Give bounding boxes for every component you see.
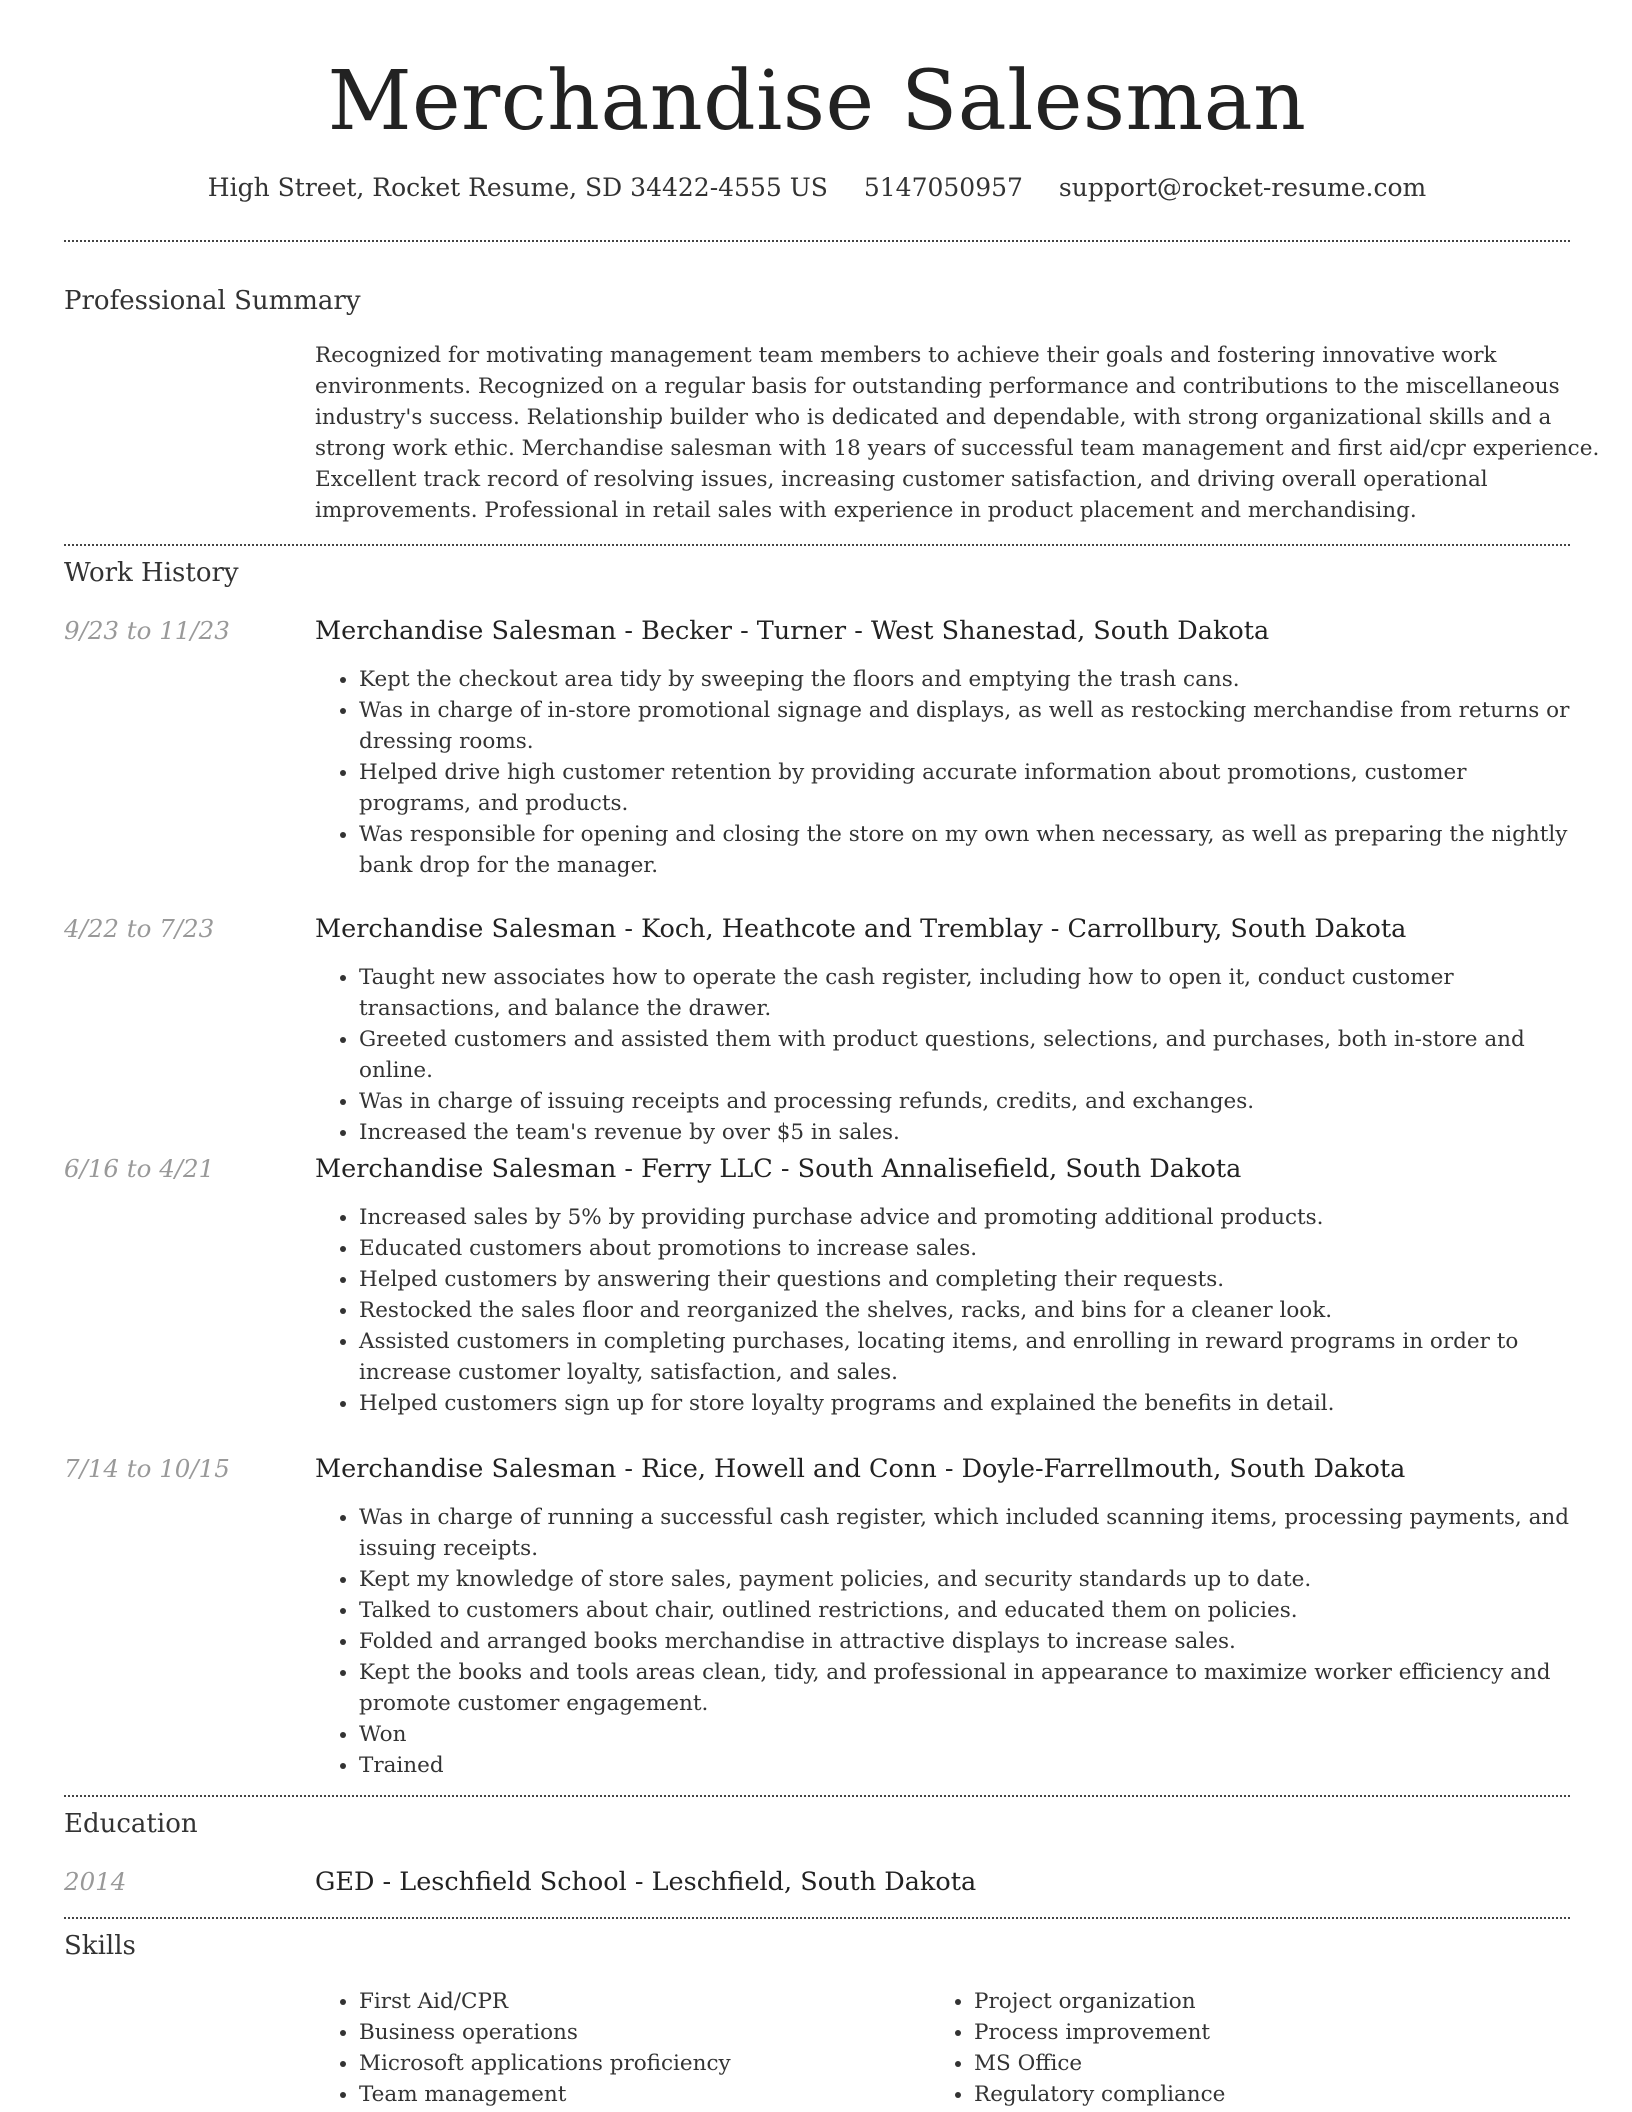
- section-title-summary: Professional Summary: [64, 286, 361, 316]
- skill-item: • Project organization: [974, 1986, 1490, 2017]
- list-item: • Increased sales by 5% by providing purchase advice and promoting additional products.: [359, 1202, 1570, 1233]
- list-item: • Restocked the sales floor and reorganized the shelves, racks, and bins for a cleaner look.: [359, 1295, 1570, 1326]
- summary-text: Recognized for motivating management team members to achieve their goals and fostering innovative work environments. Recognized on a regular basis for outstanding performance and contributions to the miscellaneous industry's success. Relationship builder who is dedicated and dependable, with strong organizational skills and a strong work ethic. Merchandise salesman with 18 years of successful team management and first aid/cpr experience. Excellent track record of resolving issues, increasing customer satisfaction, and driving overall operational improvements. Professional in retail sales with experience in product placement and merchandising.: [315, 343, 1600, 523]
- job-heading: Merchandise Salesman - Koch, Heathcote and Tremblay - Carrollbury, South Dakota: [315, 914, 1407, 944]
- list-item: • Kept the checkout area tidy by sweeping the floors and emptying the trash cans.: [359, 664, 1570, 695]
- skill-item: • First Aid/CPR: [359, 1986, 875, 2017]
- job-dates: 7/14 to 10/15: [64, 1454, 230, 1483]
- divider: [64, 240, 1570, 242]
- list-item: • Talked to customers about chair, outlined restrictions, and educated them on policies.: [359, 1595, 1570, 1626]
- list-item: • Folded and arranged books merchandise in attractive displays to increase sales.: [359, 1626, 1570, 1657]
- list-item: • Kept my knowledge of store sales, payment policies, and security standards up to date.: [359, 1564, 1570, 1595]
- list-item: • Kept the books and tools areas clean, tidy, and professional in appearance to maximize worker efficiency and promote customer engagement.: [359, 1657, 1570, 1719]
- skills-list-left: [315, 1986, 875, 2110]
- skill-item: • Regulatory compliance: [974, 2079, 1490, 2110]
- skill-item: • Microsoft applications proficiency: [359, 2048, 875, 2079]
- education-date: 2014: [64, 1867, 127, 1896]
- divider: [64, 1795, 1570, 1797]
- list-item: • Increased the team's revenue by over $5 in sales.: [359, 1117, 1570, 1148]
- job-bullets: [315, 1502, 1570, 1781]
- job-dates: 4/22 to 7/23: [64, 914, 215, 943]
- skill-item: • MS Office: [974, 2048, 1490, 2079]
- job-heading: Merchandise Salesman - Ferry LLC - South Annalisefield, South Dakota: [315, 1154, 1242, 1184]
- candidate-name: Merchandise Salesman: [327, 54, 1307, 149]
- contact-line: [64, 168, 1570, 208]
- contact-email: support@rocket-resume.com: [1058, 173, 1427, 202]
- contact-phone: 5147050957: [863, 173, 1023, 202]
- contact-address: High Street, Rocket Resume, SD 34422-4555 US: [207, 173, 828, 202]
- job-dates: 6/16 to 4/21: [64, 1154, 215, 1183]
- job-heading: Merchandise Salesman - Becker - Turner - West Shanestad, South Dakota: [315, 616, 1270, 646]
- list-item: • Was in charge of running a successful cash register, which included scanning items, processing payments, and issuing receipts.: [359, 1502, 1570, 1564]
- list-item: • Was in charge of issuing receipts and processing refunds, credits, and exchanges.: [359, 1086, 1570, 1117]
- list-item: • Helped customers by answering their questions and completing their requests.: [359, 1264, 1570, 1295]
- job-dates: 9/23 to 11/23: [64, 616, 230, 645]
- education-heading: GED - Leschfield School - Leschfield, South Dakota: [315, 1867, 977, 1897]
- job-bullets: [315, 962, 1570, 1148]
- list-item: • Helped drive high customer retention by providing accurate information about promotions, customer programs, and products.: [359, 757, 1570, 819]
- list-item: • Helped customers sign up for store loyalty programs and explained the benefits in detail.: [359, 1388, 1570, 1419]
- list-item: • Trained: [359, 1750, 1570, 1781]
- job-bullets: [315, 1202, 1570, 1419]
- skills-list-right: [930, 1986, 1490, 2110]
- skill-item: • Team management: [359, 2079, 875, 2110]
- skill-item: • Process improvement: [974, 2017, 1490, 2048]
- list-item: • Was in charge of in-store promotional signage and displays, as well as restocking merchandise from returns or dressing rooms.: [359, 695, 1570, 757]
- job-bullets: [315, 664, 1570, 881]
- section-title-skills: Skills: [64, 1931, 136, 1961]
- list-item: • Was responsible for opening and closing the store on my own when necessary, as well as preparing the nightly bank drop for the manager.: [359, 819, 1570, 881]
- list-item: • Won: [359, 1719, 1570, 1750]
- section-title-education: Education: [64, 1809, 198, 1839]
- divider: [64, 1917, 1570, 1919]
- job-heading: Merchandise Salesman - Rice, Howell and Conn - Doyle-Farrellmouth, South Dakota: [315, 1454, 1406, 1484]
- list-item: • Assisted customers in completing purchases, locating items, and enrolling in reward programs in order to increase customer loyalty, satisfaction, and sales.: [359, 1326, 1570, 1388]
- skill-item: • Business operations: [359, 2017, 875, 2048]
- list-item: • Greeted customers and assisted them with product questions, selections, and purchases, both in-store and online.: [359, 1024, 1570, 1086]
- list-item: • Educated customers about promotions to increase sales.: [359, 1233, 1570, 1264]
- section-title-work-history: Work History: [64, 558, 239, 588]
- divider: [64, 544, 1570, 546]
- list-item: • Taught new associates how to operate the cash register, including how to open it, conduct customer transactions, and balance the drawer.: [359, 962, 1570, 1024]
